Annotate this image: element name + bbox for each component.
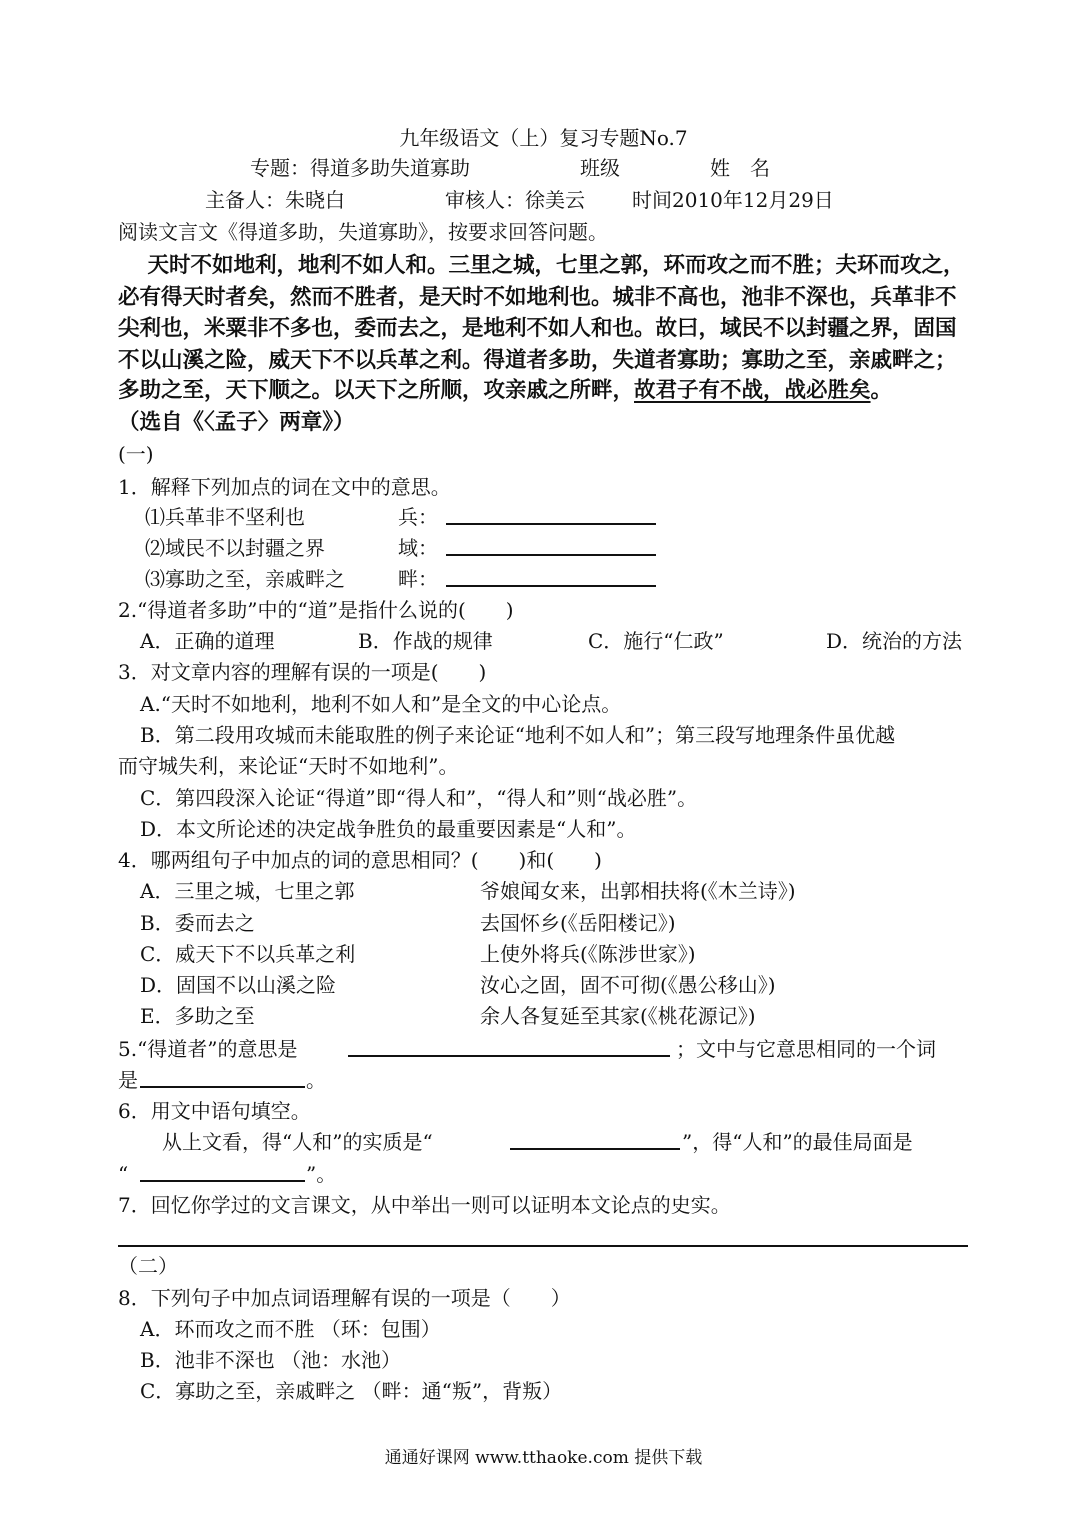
passage-line: 必有得天时者矣，然而不胜者，是天时不如地利也。城非不高也，池非不深也，兵革非不 [118,285,957,310]
answer-blank[interactable] [446,565,656,594]
q6-stem: 6．用文中语句填空。 [118,1099,311,1123]
q8-stem: 8．下列句子中加点词语理解有误的一项是（ ） [118,1286,571,1310]
q4-left: A．三里之城，七里之郭 [140,879,355,903]
reviewer: 审核人：徐美云 [445,188,585,212]
page-title: 九年级语文（上）复习专题No.7 [399,126,688,150]
q5-text: 。 [306,1068,326,1092]
part1-label: (一) [118,442,154,466]
answer-blank[interactable] [140,1160,305,1189]
q1-item: ⑵域民不以封疆之界 [145,536,325,560]
q3-option: B．第二段用攻城而未能取胜的例子来论证“地利不如人和”；第三段写地理条件虽优越 [140,723,896,747]
q8-option: C．寡助之至，亲戚畔之 （畔：通“叛”，背叛） [140,1379,563,1403]
q5-text: ；文中与它意思相同的一个词 [676,1037,936,1061]
q1-stem: 1．解释下列加点的词在文中的意思。 [118,475,451,499]
q1-word: 兵： [398,505,438,529]
preparer: 主备人：朱晓白 [205,188,345,212]
answer-blank[interactable] [446,534,656,563]
q4-right: 汝心之固，固不可彻(《愚公移山》) [480,973,776,997]
q6-text: “ [118,1162,129,1186]
section-divider [118,1245,968,1247]
passage-text: 多助之至，天下顺之。以天下之所顺，攻亲戚之所畔， [118,378,635,403]
q2-option: C．施行“仁政” [588,629,724,653]
q4-left: C．威天下不以兵革之利 [140,942,356,966]
q1-word: 域： [398,536,438,560]
q2-stem: 2.“得道者多助”中的“道”是指什么说的( ) [118,598,514,622]
q1-word: 畔： [398,567,438,591]
q6-text: ”。 [306,1162,337,1186]
passage-line: 天时不如地利，地利不如人和。三里之城，七里之郭，环而攻之而不胜；夫环而攻之， [126,253,965,278]
q4-left: E．多助之至 [140,1004,255,1028]
passage-line: 不以山溪之险，威天下不以兵革之利。得道者多助，失道者寡助；寡助之至，亲戚畔之； [118,348,957,373]
q2-option: D．统治的方法 [826,629,963,653]
q2-option: B．作战的规律 [358,629,493,653]
q6-text: ”，得“人和”的最佳局面是 [682,1130,913,1154]
date: 时间2010年12月29日 [632,188,834,212]
answer-blank[interactable] [510,1128,680,1157]
q5-text: 是 [118,1068,138,1092]
q3-option: A.“天时不如地利，地利不如人和”是全文的中心论点。 [140,692,622,716]
q1-item: ⑴兵革非不坚利也 [145,505,305,529]
q8-option: B．池非不深也 （池：水池） [140,1348,402,1372]
passage-text: 。 [870,378,893,403]
topic-label: 专题：得道多助失道寡助 [250,156,470,180]
q4-right: 爷娘闻女来，出郭相扶将(《木兰诗》) [480,879,796,903]
q4-right: 余人各复延至其家(《桃花源记》) [480,1004,756,1028]
answer-blank[interactable] [348,1035,670,1064]
passage-line [118,377,892,405]
passage-line: 尖利也，米粟非不多也，委而去之，是地利不如人和也。故曰，域民不以封疆之界，固国 [118,316,957,341]
q7-stem: 7．回忆你学过的文言课文，从中举出一则可以证明本文论点的史实。 [118,1193,731,1217]
q3-option: D．本文所论述的决定战争胜负的最重要因素是“人和”。 [140,817,637,841]
q4-stem: 4．哪两组句子中加点的词的意思相同？( )和( ) [118,848,602,872]
passage-source: （选自《〈孟子〉两章》） [118,410,355,435]
q4-right: 上使外将兵(《陈涉世家》) [480,942,696,966]
q1-item: ⑶寡助之至，亲戚畔之 [145,567,345,591]
footer-credit: 通通好课网 www.tthaoke.com 提供下载 [384,1448,703,1468]
answer-blank[interactable] [140,1066,305,1095]
q8-option: A．环而攻之而不胜 （环：包围） [140,1317,441,1341]
q4-right: 去国怀乡(《岳阳楼记》) [480,911,676,935]
underlined-sentence: 故君子有不战，战必胜矣 [634,378,871,403]
q3-stem: 3．对文章内容的理解有误的一项是( ) [118,660,487,684]
q3-option: 而守城失利，来论证“天时不如地利”。 [118,754,459,778]
q3-option: C．第四段深入论证“得道”即“得人和”，“得人和”则“战必胜”。 [140,786,698,810]
name-label: 姓 名 [710,156,770,180]
part2-label: （二） [118,1254,178,1278]
intro-text: 阅读文言文《得道多助，失道寡助》，按要求回答问题。 [118,220,608,244]
q4-left: D．固国不以山溪之险 [140,973,337,997]
answer-blank[interactable] [446,503,656,532]
q5-text: 5.“得道者”的意思是 [118,1037,298,1061]
q2-option: A．正确的道理 [140,629,275,653]
q4-left: B．委而去之 [140,911,255,935]
class-label: 班级 [580,156,620,180]
q6-text: 从上文看，得“人和”的实质是“ [162,1130,433,1154]
